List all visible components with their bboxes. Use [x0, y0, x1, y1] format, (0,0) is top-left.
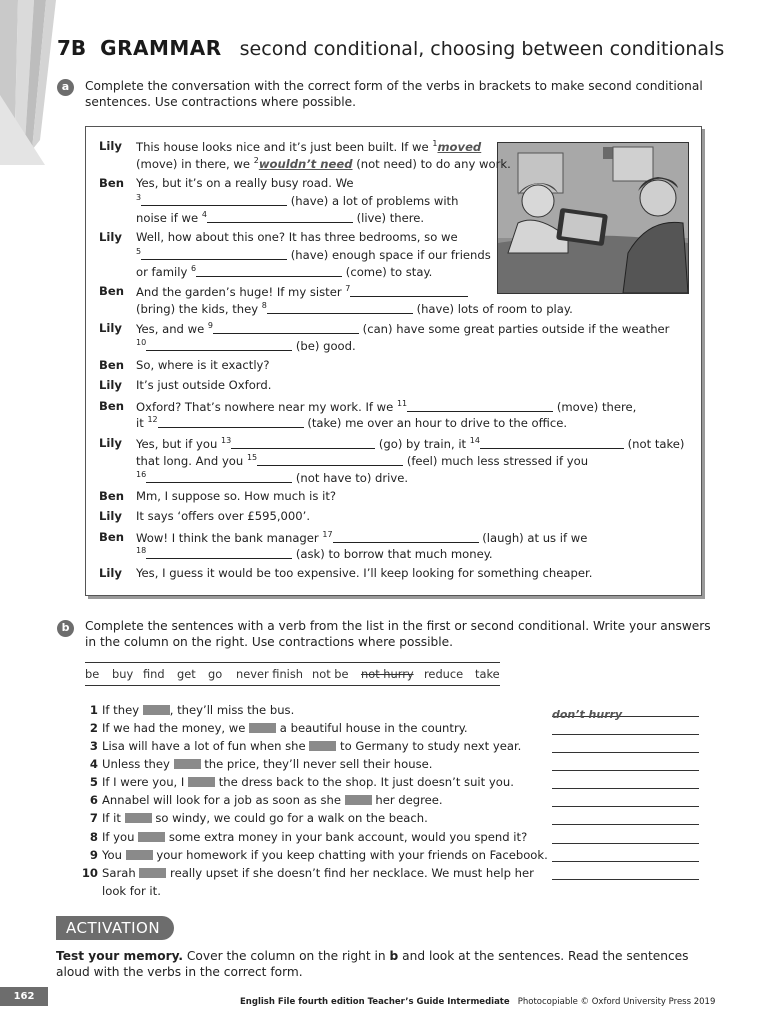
dialogue-text: This house looks nice and it’s just been built. If we	[136, 140, 433, 154]
dialogue-text-4	[136, 193, 458, 208]
speaker: Ben	[99, 399, 124, 413]
gap-number: 11	[396, 399, 408, 408]
dialogue-text-11	[136, 321, 669, 336]
sentence-text: If you	[102, 830, 139, 844]
item-number: 1	[89, 703, 98, 717]
sentence-2	[78, 721, 468, 735]
speaker: Lily	[99, 378, 122, 392]
dialogue-text: it	[136, 416, 148, 430]
dialogue-line-13	[99, 358, 124, 372]
dialogue-line-22	[99, 530, 124, 544]
sentence-text: , they’ll miss the bus.	[169, 703, 295, 717]
word-list-item-crossed: not hurry	[361, 667, 414, 681]
sentence-4	[78, 757, 432, 771]
dialogue-text-13	[136, 358, 270, 372]
dialogue-text: (move) there,	[556, 400, 637, 414]
blank-box	[143, 705, 170, 715]
activation-ref: b	[389, 949, 399, 963]
dialogue-line-15	[99, 399, 124, 413]
dialogue-text-17	[136, 436, 684, 451]
dialogue-text-23	[136, 546, 493, 561]
sentence-text: If it	[102, 811, 125, 825]
dialogue-text: Yes, but it’s on a really busy road. We	[136, 176, 354, 190]
blank-box	[138, 832, 165, 842]
item-number: 3	[89, 739, 98, 753]
dialogue-text: (laugh) at us if we	[482, 531, 588, 545]
dialogue-text-18	[136, 453, 588, 468]
answer-gap[interactable]	[480, 436, 624, 449]
item-number: 7	[89, 811, 98, 825]
answer-line-9[interactable]	[552, 848, 699, 862]
dialogue-line-9	[99, 284, 124, 298]
activation-body: and look at the sentences. Read the sentences aloud with the verbs in the correct form.	[56, 949, 689, 979]
exercise-a-instruction: Complete the conversation with the correct form of the verbs in brackets to make second conditional sentences. Use contractions where possible.	[85, 79, 703, 109]
gap-number: 16	[136, 470, 147, 479]
blank-box	[125, 813, 152, 823]
sentence-text: Annabel will look for a job as soon as she	[102, 793, 345, 807]
dialogue-text: (not take)	[627, 437, 685, 451]
activation-lead: Test your memory.	[56, 949, 184, 963]
gap-number: 12	[147, 415, 158, 424]
dialogue-text-24	[136, 566, 592, 580]
blank-box	[126, 850, 153, 860]
activation-banner: ACTIVATION	[56, 916, 174, 940]
answer-line-4[interactable]	[552, 757, 699, 771]
word-list-item: not be	[312, 667, 349, 681]
gap-number: 8	[261, 301, 267, 310]
word-list-item: be	[85, 667, 100, 681]
dialogue-text-1	[136, 139, 481, 154]
dialogue-text: Oxford? That’s nowhere near my work. If we	[136, 400, 397, 414]
example-answer: don’t hurry	[552, 708, 623, 721]
answer-gap[interactable]	[407, 399, 553, 412]
dialogue-text-10	[136, 301, 573, 316]
sentence-3	[78, 739, 521, 753]
sentence-text: so windy, we could go for a walk on the beach.	[151, 811, 428, 825]
sentence-text: your homework if you keep chatting with your friends on Facebook.	[152, 848, 548, 862]
decorative-fan-graphic	[0, 0, 60, 170]
dialogue-text: Mm, I suppose so. How much is it?	[136, 489, 337, 503]
blank-box	[249, 723, 276, 733]
sentence-text: a beautiful house in the country.	[276, 721, 468, 735]
dialogue-line-24	[99, 566, 122, 580]
answer-gap[interactable]	[257, 453, 403, 466]
item-number: 2	[89, 721, 98, 735]
answer-line-5[interactable]	[552, 775, 699, 789]
sentence-text: her degree.	[371, 793, 443, 807]
sentence-7	[78, 811, 428, 825]
speaker: Lily	[99, 321, 122, 335]
blank-box	[174, 759, 201, 769]
blank-box	[345, 795, 372, 805]
sentence-10	[78, 866, 534, 880]
dialogue-text-8	[136, 264, 432, 279]
sentence-text: really upset if she doesn’t find her necklace. We must help her	[166, 866, 534, 880]
topic-label: second conditional, choosing between conditionals	[239, 38, 725, 60]
answer-gap[interactable]	[207, 210, 353, 223]
dialogue-text-12	[136, 338, 356, 353]
dialogue-text: (be) good.	[295, 339, 356, 353]
footer-book-title: English File fourth edition Teacher’s Guide Intermediate	[240, 997, 510, 1007]
dialogue-text: or family	[136, 265, 192, 279]
footer-copyright: Photocopiable © Oxford University Press 2019	[517, 997, 716, 1007]
dialogue-line-21	[99, 509, 122, 523]
dialogue-text: And the garden’s huge! If my sister	[136, 285, 346, 299]
sentence-text: to Germany to study next year.	[336, 739, 522, 753]
gap-number: 9	[207, 321, 213, 330]
dialogue-text-22	[136, 530, 587, 545]
word-list-item: reduce	[424, 667, 464, 681]
gap-number: 15	[246, 453, 258, 462]
dialogue-text-20	[136, 489, 336, 503]
page-number: 162	[0, 987, 48, 1006]
gap-number: 18	[136, 546, 147, 555]
sentence-text: If we had the money, we	[102, 721, 250, 735]
item-number: 8	[89, 830, 98, 844]
sentence-text: Lisa will have a lot of fun when she	[102, 739, 310, 753]
speaker: Ben	[99, 530, 124, 544]
dialogue-line-3	[99, 176, 124, 190]
unit-code: 7B	[57, 36, 87, 60]
dialogue-line-20	[99, 489, 124, 503]
activation-text	[56, 948, 716, 980]
dialogue-line-11	[99, 321, 122, 335]
sentence-6	[78, 793, 443, 807]
dialogue-text-7	[136, 247, 491, 262]
dialogue-text: (live) there.	[356, 211, 425, 225]
speaker: Lily	[99, 566, 122, 580]
item-number: 9	[89, 848, 98, 862]
gap-number: 17	[322, 530, 333, 539]
item-number: 10	[81, 866, 98, 880]
gap-number: 4	[201, 210, 207, 219]
example-answer: wouldn’t need	[258, 157, 353, 171]
speaker: Lily	[99, 139, 122, 153]
couple-tablet-illustration	[497, 142, 689, 294]
dialogue-text-2	[136, 156, 511, 171]
answer-gap[interactable]	[141, 193, 287, 206]
answer-line-1[interactable]	[552, 703, 699, 721]
answer-gap[interactable]	[146, 546, 292, 559]
word-list-item: take	[475, 667, 500, 681]
dialogue-text-16	[136, 415, 567, 430]
dialogue-line-14	[99, 378, 122, 392]
exercise-b-instruction: Complete the sentences with a verb from the list in the first or second conditional. Write your answers in the column on the right. Use contractions where possible.	[85, 619, 711, 649]
sentence-text: some extra money in your bank account, would you spend it?	[165, 830, 528, 844]
sentence-8	[78, 830, 527, 844]
section-label: GRAMMAR	[100, 36, 222, 60]
sentence-text: Unless they	[102, 757, 174, 771]
footer	[240, 997, 715, 1007]
gap-number: 2	[253, 156, 259, 165]
exercise-a-badge: a	[57, 79, 74, 96]
dialogue-text: Yes, but if you	[136, 437, 221, 451]
answer-gap[interactable]	[158, 415, 304, 428]
activation-body: Cover the column on the right in	[183, 949, 390, 963]
answer-gap[interactable]	[350, 284, 468, 297]
speaker: Ben	[99, 176, 124, 190]
gap-number: 13	[221, 436, 232, 445]
sentence-10-continued: look for it.	[102, 884, 161, 898]
dialogue-text: (ask) to borrow that much money.	[295, 547, 493, 561]
sentence-1	[78, 703, 294, 717]
answer-gap[interactable]	[146, 338, 292, 351]
sentence-5	[78, 775, 514, 789]
sentence-text: the price, they’ll never sell their house.	[200, 757, 433, 771]
speaker: Ben	[99, 358, 124, 372]
speaker: Ben	[99, 489, 124, 503]
example-answer: moved	[437, 140, 482, 154]
dialogue-text: (take) me over an hour to drive to the office.	[307, 416, 568, 430]
word-list-item: get	[177, 667, 196, 681]
word-list-item: buy	[112, 667, 134, 681]
blank-box	[309, 741, 336, 751]
answer-gap[interactable]	[231, 436, 375, 449]
blank-box	[188, 777, 215, 787]
sentence-text: You	[102, 848, 126, 862]
gap-number: 6	[191, 264, 197, 273]
sentence-text: the dress back to the shop. It just doesn’t suit you.	[215, 775, 514, 789]
dialogue-text: It’s just outside Oxford.	[136, 378, 272, 392]
speaker: Lily	[99, 230, 122, 244]
gap-number: 1	[432, 139, 438, 148]
word-list-item: find	[143, 667, 165, 681]
page-title	[57, 36, 757, 60]
answer-line-2[interactable]	[552, 721, 699, 735]
dialogue-text: (move) in there, we	[136, 157, 254, 171]
word-list-item: never finish	[236, 667, 303, 681]
gap-number: 14	[469, 436, 480, 445]
answer-gap[interactable]	[146, 470, 292, 483]
dialogue-text: (have) a lot of problems with	[290, 194, 459, 208]
gap-number: 5	[136, 247, 142, 256]
exercise-b-badge: b	[57, 620, 74, 637]
sentence-text: If I were you, I	[102, 775, 189, 789]
dialogue-text: Well, how about this one? It has three bedrooms, so we	[136, 230, 458, 244]
dialogue-text: (bring) the kids, they	[136, 302, 262, 316]
dialogue-text: (come) to stay.	[345, 265, 433, 279]
dialogue-text: Wow! I think the bank manager	[136, 531, 323, 545]
sentence-text: If they	[102, 703, 143, 717]
dialogue-text-21	[136, 509, 310, 523]
answer-line-3[interactable]	[552, 739, 699, 753]
speaker: Ben	[99, 284, 124, 298]
dialogue-text: (not have to) drive.	[295, 471, 409, 485]
item-number: 6	[89, 793, 98, 807]
word-list	[85, 662, 500, 686]
sentence-text: Sarah	[102, 866, 140, 880]
answer-gap[interactable]	[141, 247, 287, 260]
answer-gap[interactable]	[333, 530, 479, 543]
dialogue-text: (feel) much less stressed if you	[406, 454, 589, 468]
item-number: 4	[89, 757, 98, 771]
dialogue-text: (can) have some great parties outside if the weather	[362, 322, 670, 336]
answer-line-7[interactable]	[552, 811, 699, 825]
gap-number: 10	[136, 338, 147, 347]
speaker: Lily	[99, 509, 122, 523]
answer-gap[interactable]	[196, 264, 342, 277]
dialogue-text: Yes, and we	[136, 322, 208, 336]
gap-number: 7	[345, 284, 351, 293]
dialogue-text-3	[136, 176, 354, 190]
item-number: 5	[89, 775, 98, 789]
dialogue-text-19	[136, 470, 408, 485]
dialogue-text: (have) lots of room to play.	[416, 302, 573, 316]
dialogue-text-14	[136, 378, 271, 392]
dialogue-text: that long. And you	[136, 454, 247, 468]
dialogue-text-15	[136, 399, 636, 414]
dialogue-text-5	[136, 210, 424, 225]
answer-gap[interactable]	[267, 301, 413, 314]
answer-line-6[interactable]	[552, 793, 699, 807]
dialogue-text: (not need) to do any work.	[352, 157, 511, 171]
answer-line-8[interactable]	[552, 830, 699, 844]
speaker: Lily	[99, 436, 122, 450]
sentence-9	[78, 848, 548, 862]
word-list-item: go	[208, 667, 223, 681]
dialogue-line-1	[99, 139, 122, 153]
dialogue-text: (go) by train, it	[378, 437, 470, 451]
dialogue-line-6	[99, 230, 122, 244]
dialogue-text: (have) enough space if our friends	[290, 248, 491, 262]
dialogue-text: So, where is it exactly?	[136, 358, 270, 372]
dialogue-text: Yes, I guess it would be too expensive. I’ll keep looking for something cheaper.	[136, 566, 593, 580]
answer-line-10[interactable]	[552, 866, 699, 880]
dialogue-text-6	[136, 230, 458, 244]
blank-box	[139, 868, 166, 878]
dialogue-text: noise if we	[136, 211, 202, 225]
gap-number: 3	[136, 193, 142, 202]
dialogue-text: It says ‘offers over £595,000’.	[136, 509, 311, 523]
answer-gap[interactable]	[213, 321, 359, 334]
dialogue-line-17	[99, 436, 122, 450]
dialogue-text-9	[136, 284, 468, 299]
